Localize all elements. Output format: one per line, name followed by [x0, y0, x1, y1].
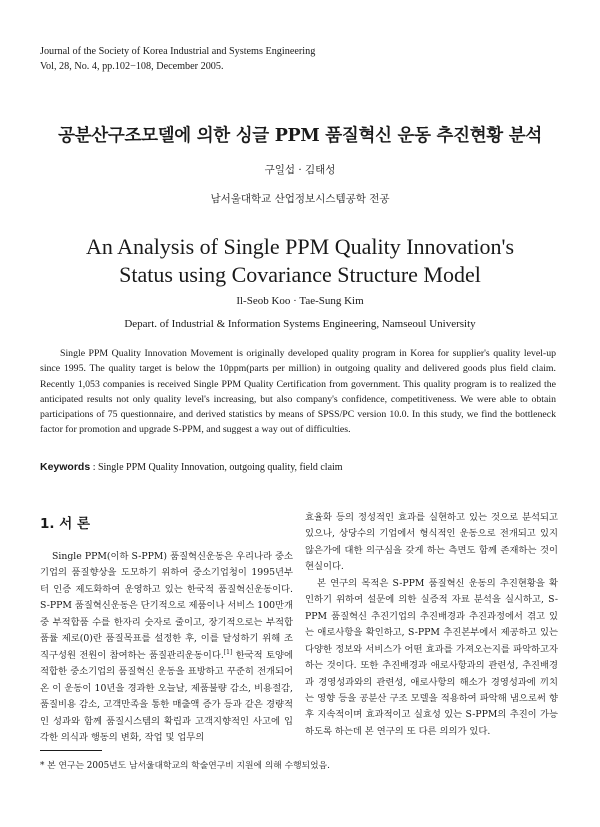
- journal-volume: Vol, 28, No. 4, pp.102−108, December 2005.: [40, 61, 224, 72]
- english-authors: Il-Seob Koo · Tae-Sung Kim: [236, 295, 364, 307]
- intro-paragraph-continued: 효율화 등의 정성적인 효과를 실현하고 있는 것으로 분석되고 있으나, 상당수의 기업에서 형식적인 운동으로 전개되고 있지 않은가에 대한 의구심을 갖게 하는 측면도 함께 존재하는 것이 현실이다.: [305, 512, 558, 573]
- intro-text-part-1: Single PPM(이하 S-PPM) 품질혁신운동은 우리나라 중소기업의 품질향상을 도모하기 위하여 중소기업청이 1995년부터 인증 제도화하여 운영하고 있는 한국적 품질혁신운동이다. S-PPM 품질혁신운동은 단기적으로 제품이나 서비스 100만개 중 부적합품 수를 한자리 숫자로 줄이고, 장기적으로는 부적합품률 제로(0)란 품질목표를 설정한 후, 이를 달성하기 위해 조직구성원 전원이 참여하는 품질관리운동이다.: [40, 551, 293, 661]
- intro-text-part-2: 한국적 토양에 적합한 중소기업의 품질혁신 운동을 표방하고 꾸준히 전개되어온 이 운동이 10년을 경과한 오늘날, 제품불량 감소, 비용절감, 품질비용 감소, 고객만족을 통한 매출액 증가 등과 같은 경량적인 성과와 함께 품질시스템의 확립과 고객지향적인 사고에 입각한 의식과 행동의 변화, 작업 및 업무의: [40, 649, 293, 743]
- right-column: [305, 510, 558, 740]
- keywords: [40, 461, 343, 473]
- journal-name: Journal of the Society of Korea Industrial and Systems Engineering: [40, 46, 316, 57]
- keywords-label: Keywords: [40, 461, 91, 473]
- english-title-line-1: An Analysis of Single PPM Quality Innovation's: [85, 234, 515, 259]
- abstract: Single PPM Quality Innovation Movement is originally developed quality program in Korea for supplier's quality level-up since 1995. The quality target is below the 10ppm(parts per million) in outgoing quality and delivered goods plus field claim. Recently 1,053 companies is received Single PPM Quality Certification from government. This quality program is to realized the anticipated results not only quality level's increasing, but also company's confidence, competitiveness. We were able to obtain participations of 75 questionnaire, and derived statistics by means of SPSS/PC version 10.0. In this study, we find the bottleneck factor for promotion and upgrade S-PPM, and suggest a way out of difficulties.: [40, 348, 556, 436]
- english-title: [0, 233, 600, 289]
- keywords-text: : Single PPM Quality Innovation, outgoing quality, field claim: [90, 462, 343, 473]
- reference-marker: [1]: [223, 648, 233, 656]
- intro-paragraph-2: 본 연구의 목적은 S-PPM 품질혁신 운동의 추진현황을 확인하기 위하여 설문에 의한 실증적 자료 분석을 실시하고, S-PPM 품질혁신 추진기업의 추진배경과 추진과정에서 겪고 있는 애로사항을 확인하고, S-PPM 추진본부에서 제공하고 있는 다양한 정보와 서비스가 어떤 효과를 가져오는지를 파악하고자 하는 것이다. 또한 추진배경과 애로사항과의 관련성, 추진배경과 경영성과와의 관련성, 애로사항의 해소가 경영성과에 끼치는 영향 등을 공분산 구조 모델을 적용하여 파악해 냄으로써 향후 지속적이며 효과적이고 실효성 있는 S-PPM의 추진이 가능하도록 하는데 본 연구의 또 다른 의의가 있다.: [305, 577, 558, 737]
- footnote: * 본 연구는 2005년도 남서울대학교의 학술연구비 지원에 의해 수행되었음.: [40, 761, 330, 771]
- english-affiliation: Depart. of Industrial & Information Systems Engineering, Namseoul University: [124, 318, 476, 330]
- journal-header: [40, 44, 315, 74]
- korean-authors: 구일섭 · 김태성: [264, 164, 336, 176]
- left-column: [40, 549, 293, 746]
- section-heading-introduction: 1. 서 론: [40, 516, 91, 532]
- korean-title: 공분산구조모델에 의한 싱글 PPM 품질혁신 운동 추진현황 분석: [58, 126, 542, 146]
- korean-affiliation: 남서울대학교 산업정보시스템공학 전공: [210, 193, 390, 205]
- intro-paragraph-1: [40, 549, 293, 746]
- footnote-rule: [40, 750, 102, 751]
- english-title-line-2: Status using Covariance Structure Model: [119, 262, 481, 287]
